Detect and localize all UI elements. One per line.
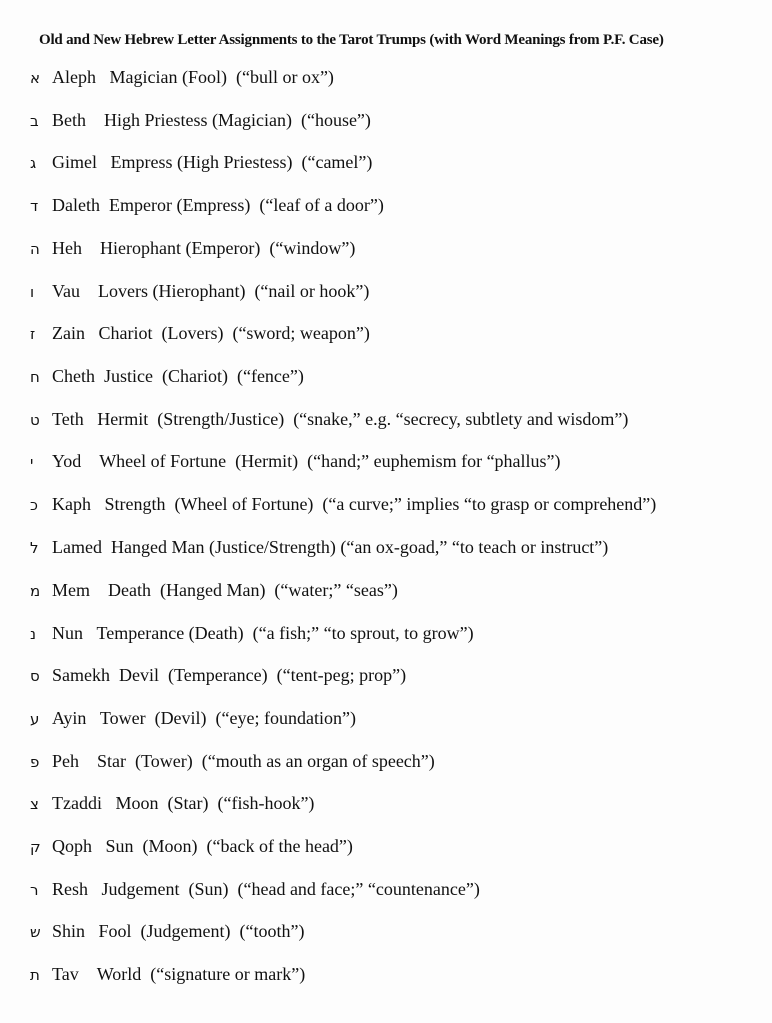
list-item xyxy=(30,707,356,730)
list-item xyxy=(30,151,372,174)
hebrew-letter: א xyxy=(30,69,41,87)
list-item xyxy=(30,878,480,901)
list-item xyxy=(30,109,371,132)
hebrew-letter: ל xyxy=(30,539,39,557)
list-item xyxy=(30,792,314,815)
hebrew-letter: ד xyxy=(30,197,39,215)
hebrew-letter: נ xyxy=(30,625,37,643)
list-item-text: Heh Hierophant (Emperor) (“window”) xyxy=(52,238,356,258)
list-item xyxy=(30,536,608,559)
hebrew-letter: ח xyxy=(30,368,40,386)
list-item-text: Vau Lovers (Hierophant) (“nail or hook”) xyxy=(52,281,370,301)
list-item-text: Samekh Devil (Temperance) (“tent-peg; prop”) xyxy=(52,665,407,685)
list-item-text: Tav World (“signature or mark”) xyxy=(52,964,306,984)
hebrew-letter: ט xyxy=(30,411,40,429)
list-item-text: Lamed Hanged Man (Justice/Strength) (“an ox-goad,” “to teach or instruct”) xyxy=(52,537,609,557)
hebrew-letter: ש xyxy=(30,923,41,941)
hebrew-letter: י xyxy=(30,453,34,471)
list-item xyxy=(30,408,628,431)
list-item-text: Daleth Emperor (Empress) (“leaf of a door”) xyxy=(52,195,384,215)
list-item-text: Kaph Strength (Wheel of Fortune) (“a curve;” implies “to grasp or comprehend”) xyxy=(52,494,657,514)
list-item xyxy=(30,66,334,89)
hebrew-letter: ס xyxy=(30,667,40,685)
list-item-text: Gimel Empress (High Priestess) (“camel”) xyxy=(52,152,373,172)
list-item-text: Qoph Sun (Moon) (“back of the head”) xyxy=(52,836,353,856)
list-item-text: Shin Fool (Judgement) (“tooth”) xyxy=(52,921,305,941)
hebrew-letter: כ xyxy=(30,496,38,514)
list-item xyxy=(30,194,384,217)
hebrew-letter: מ xyxy=(30,582,41,600)
hebrew-letter: ו xyxy=(30,283,35,301)
hebrew-letter: ע xyxy=(30,710,40,728)
list-item-text: Tzaddi Moon (Star) (“fish-hook”) xyxy=(52,793,315,813)
list-item xyxy=(30,750,435,773)
list-item xyxy=(30,493,656,516)
hebrew-letter: ר xyxy=(30,881,39,899)
hebrew-letter: צ xyxy=(30,795,39,813)
list-item-text: Resh Judgement (Sun) (“head and face;” “countenance”) xyxy=(52,879,480,899)
hebrew-letter: ב xyxy=(30,112,39,130)
list-item-text: Aleph Magician (Fool) (“bull or ox”) xyxy=(52,67,334,87)
hebrew-letter: ז xyxy=(30,325,36,343)
list-item xyxy=(30,322,370,345)
list-item xyxy=(30,237,355,260)
list-item xyxy=(30,835,353,858)
list-item-text: Mem Death (Hanged Man) (“water;” “seas”) xyxy=(52,580,398,600)
list-item xyxy=(30,365,304,388)
list-item-text: Ayin Tower (Devil) (“eye; foundation”) xyxy=(52,708,356,728)
list-item-text: Nun Temperance (Death) (“a fish;” “to sprout, to grow”) xyxy=(52,623,474,643)
page-title: Old and New Hebrew Letter Assignments to the Tarot Trumps (with Word Meanings from P.F. Case) xyxy=(39,32,664,48)
list-item xyxy=(30,920,304,943)
hebrew-letter: ק xyxy=(30,838,41,856)
list-item-text: Zain Chariot (Lovers) (“sword; weapon”) xyxy=(52,323,370,343)
list-item xyxy=(30,963,305,986)
list-item-text: Beth High Priestess (Magician) (“house”) xyxy=(52,110,371,130)
list-item-text: Yod Wheel of Fortune (Hermit) (“hand;” euphemism for “phallus”) xyxy=(52,451,561,471)
hebrew-letter: פ xyxy=(30,753,40,771)
hebrew-letter: ג xyxy=(30,154,37,172)
list-item xyxy=(30,450,561,473)
list-item xyxy=(30,280,369,303)
list-item-text: Teth Hermit (Strength/Justice) (“snake,” e.g. “secrecy, subtlety and wisdom”) xyxy=(52,409,629,429)
list-item-text: Peh Star (Tower) (“mouth as an organ of speech”) xyxy=(52,751,435,771)
list-item xyxy=(30,579,398,602)
hebrew-letter: ת xyxy=(30,966,40,984)
hebrew-letter: ה xyxy=(30,240,40,258)
list-item-text: Cheth Justice (Chariot) (“fence”) xyxy=(52,366,304,386)
list-item xyxy=(30,664,406,687)
list-item xyxy=(30,622,474,645)
